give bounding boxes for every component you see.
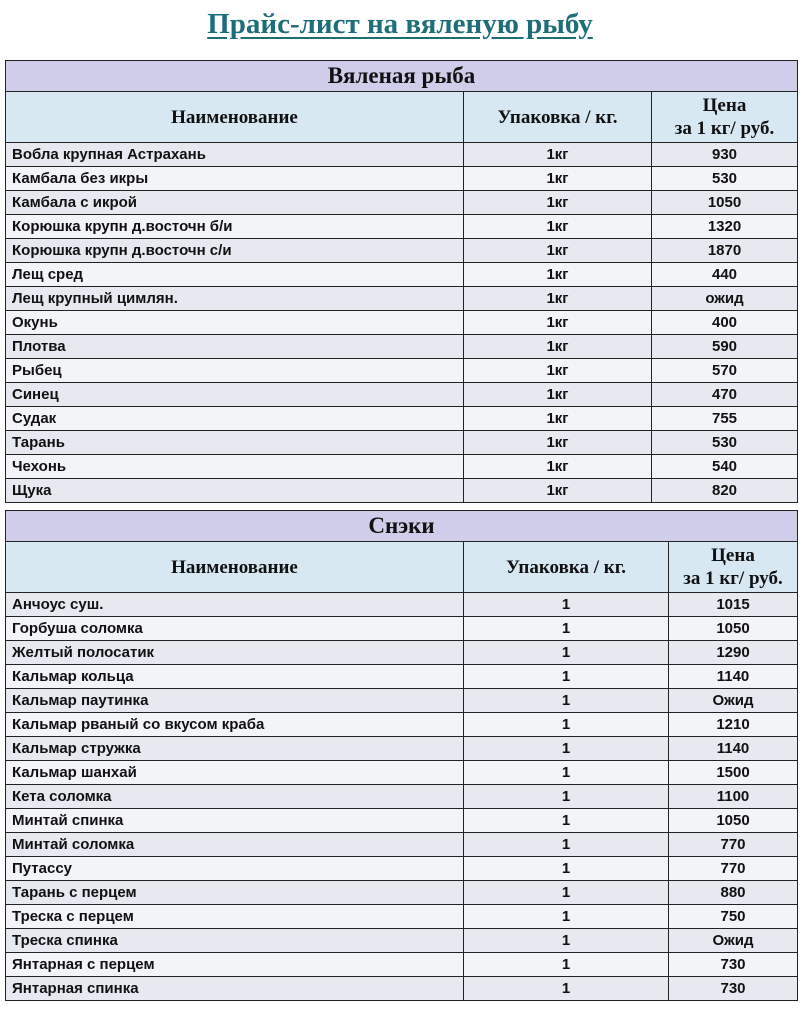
item-price: 590	[652, 335, 798, 359]
item-name: Камбала с икрой	[6, 191, 464, 215]
table-row	[6, 905, 798, 929]
item-name: Щука	[6, 479, 464, 503]
item-price: 1320	[652, 215, 798, 239]
column-header-price	[652, 92, 798, 143]
table-row	[6, 881, 798, 905]
table-row	[6, 761, 798, 785]
column-header-name: Наименование	[6, 92, 464, 143]
item-price: 1500	[669, 761, 798, 785]
item-pack: 1	[464, 857, 669, 881]
item-price: 1050	[652, 191, 798, 215]
column-header-pack: Упаковка / кг.	[464, 92, 652, 143]
item-pack: 1кг	[464, 335, 652, 359]
item-price: 1050	[669, 617, 798, 641]
section-title: Снэки	[6, 511, 798, 542]
item-name: Кальмар рваный со вкусом краба	[6, 713, 464, 737]
item-pack: 1	[464, 785, 669, 809]
item-name: Вобла крупная Астрахань	[6, 143, 464, 167]
item-pack: 1кг	[464, 167, 652, 191]
table-row	[6, 287, 798, 311]
item-price: 1210	[669, 713, 798, 737]
table-row	[6, 665, 798, 689]
column-header-pack: Упаковка / кг.	[464, 542, 669, 593]
table-row	[6, 953, 798, 977]
item-price: 770	[669, 857, 798, 881]
item-name: Кальмар кольца	[6, 665, 464, 689]
item-pack: 1кг	[464, 479, 652, 503]
table-row	[6, 479, 798, 503]
item-pack: 1кг	[464, 311, 652, 335]
item-name: Чехонь	[6, 455, 464, 479]
item-name: Кальмар стружка	[6, 737, 464, 761]
item-name: Синец	[6, 383, 464, 407]
item-name: Корюшка крупн д.восточн с/и	[6, 239, 464, 263]
item-price: 1290	[669, 641, 798, 665]
table-row	[6, 263, 798, 287]
table-row	[6, 215, 798, 239]
table-row	[6, 143, 798, 167]
item-pack: 1	[464, 833, 669, 857]
table-row	[6, 833, 798, 857]
price-header-line2: за 1 кг/ руб.	[683, 568, 783, 589]
item-price: 750	[669, 905, 798, 929]
item-pack: 1	[464, 929, 669, 953]
item-name: Судак	[6, 407, 464, 431]
dried-fish-table	[5, 60, 798, 503]
table-row	[6, 431, 798, 455]
item-name: Кальмар шанхай	[6, 761, 464, 785]
item-name: Треска спинка	[6, 929, 464, 953]
item-name: Окунь	[6, 311, 464, 335]
item-name: Рыбец	[6, 359, 464, 383]
page-title: Прайс-лист на вяленую рыбу	[207, 8, 593, 40]
item-price: 530	[652, 431, 798, 455]
item-price: 1015	[669, 593, 798, 617]
item-price: 880	[669, 881, 798, 905]
item-pack: 1	[464, 593, 669, 617]
item-pack: 1	[464, 905, 669, 929]
item-name: Путассу	[6, 857, 464, 881]
item-price: Ожид	[669, 689, 798, 713]
item-pack: 1кг	[464, 383, 652, 407]
price-header-line1: Цена	[702, 95, 747, 116]
item-price: 1100	[669, 785, 798, 809]
item-name: Плотва	[6, 335, 464, 359]
item-name: Лещ крупный цимлян.	[6, 287, 464, 311]
item-name: Корюшка крупн д.восточн б/и	[6, 215, 464, 239]
item-price: 470	[652, 383, 798, 407]
item-price: Ожид	[669, 929, 798, 953]
item-pack: 1	[464, 881, 669, 905]
item-name: Тарань	[6, 431, 464, 455]
table-row	[6, 641, 798, 665]
item-name: Камбала без икры	[6, 167, 464, 191]
item-price: 770	[669, 833, 798, 857]
section-title-row	[6, 511, 798, 542]
item-pack: 1кг	[464, 263, 652, 287]
item-price: 530	[652, 167, 798, 191]
item-pack: 1кг	[464, 431, 652, 455]
item-pack: 1	[464, 977, 669, 1001]
table-row	[6, 809, 798, 833]
item-pack: 1	[464, 953, 669, 977]
table-row	[6, 383, 798, 407]
item-name: Кета соломка	[6, 785, 464, 809]
item-pack: 1кг	[464, 215, 652, 239]
table-row	[6, 737, 798, 761]
column-header-price	[669, 542, 798, 593]
item-name: Кальмар паутинка	[6, 689, 464, 713]
table-row	[6, 407, 798, 431]
item-name: Янтарная с перцем	[6, 953, 464, 977]
table-row	[6, 593, 798, 617]
table-row	[6, 311, 798, 335]
item-price: 730	[669, 977, 798, 1001]
item-pack: 1	[464, 689, 669, 713]
item-price: 930	[652, 143, 798, 167]
item-price: 1140	[669, 665, 798, 689]
item-name: Минтай спинка	[6, 809, 464, 833]
table-header-row	[6, 92, 798, 143]
item-pack: 1кг	[464, 359, 652, 383]
table-row	[6, 977, 798, 1001]
table-row	[6, 239, 798, 263]
item-price: 440	[652, 263, 798, 287]
table-row	[6, 857, 798, 881]
item-name: Лещ сред	[6, 263, 464, 287]
table-row	[6, 455, 798, 479]
table-row	[6, 929, 798, 953]
item-price: 1050	[669, 809, 798, 833]
table-row	[6, 785, 798, 809]
item-pack: 1кг	[464, 287, 652, 311]
item-price: ожид	[652, 287, 798, 311]
item-pack: 1	[464, 737, 669, 761]
table-header-row	[6, 542, 798, 593]
item-name: Минтай соломка	[6, 833, 464, 857]
item-price: 730	[669, 953, 798, 977]
table-row	[6, 335, 798, 359]
table-row	[6, 359, 798, 383]
column-header-name: Наименование	[6, 542, 464, 593]
item-price: 570	[652, 359, 798, 383]
item-pack: 1	[464, 665, 669, 689]
table-row	[6, 713, 798, 737]
section-title-row	[6, 61, 798, 92]
item-name: Желтый полосатик	[6, 641, 464, 665]
table-row	[6, 191, 798, 215]
item-pack: 1кг	[464, 407, 652, 431]
item-price: 820	[652, 479, 798, 503]
item-pack: 1	[464, 809, 669, 833]
price-header-line1: Цена	[711, 545, 755, 566]
item-pack: 1	[464, 641, 669, 665]
item-pack: 1	[464, 713, 669, 737]
item-price: 1140	[669, 737, 798, 761]
item-price: 755	[652, 407, 798, 431]
item-price: 540	[652, 455, 798, 479]
table-row	[6, 689, 798, 713]
item-name: Анчоус суш.	[6, 593, 464, 617]
item-pack: 1кг	[464, 143, 652, 167]
snacks-table	[5, 510, 798, 1001]
item-pack: 1кг	[464, 455, 652, 479]
item-pack: 1кг	[464, 191, 652, 215]
item-pack: 1	[464, 761, 669, 785]
item-price: 400	[652, 311, 798, 335]
item-pack: 1кг	[464, 239, 652, 263]
table-row	[6, 617, 798, 641]
price-header-line2: за 1 кг/ руб.	[674, 118, 775, 139]
item-pack: 1	[464, 617, 669, 641]
item-name: Тарань с перцем	[6, 881, 464, 905]
item-price: 1870	[652, 239, 798, 263]
item-name: Янтарная спинка	[6, 977, 464, 1001]
item-name: Горбуша соломка	[6, 617, 464, 641]
item-name: Треска с перцем	[6, 905, 464, 929]
table-row	[6, 167, 798, 191]
section-title: Вяленая рыба	[6, 61, 798, 92]
